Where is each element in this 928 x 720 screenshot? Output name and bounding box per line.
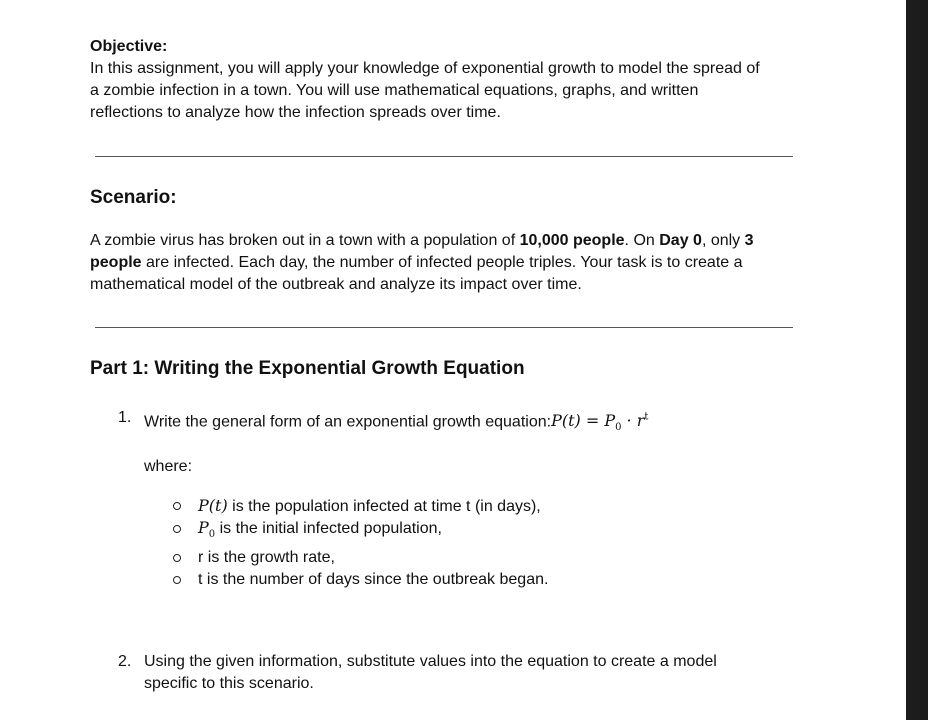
part1-heading: Part 1: Writing the Exponential Growth Equation [90,358,525,379]
scenario-line-1: A zombie virus has broken out in a town with a population of 10,000 people. On Day 0, only 3 [90,232,754,249]
objective-line-2: a zombie infection in a town. You will use mathematical equations, graphs, and written [90,82,699,99]
list-number-1: 1. [118,409,132,426]
general-equation: $P(t) = P_0 \cdot r^t$ [551,411,649,434]
definition-item: $P_0$ is the initial infected population, [198,518,442,541]
divider-2 [95,327,793,328]
list-number-2: 2. [118,653,132,670]
scenario-heading: Scenario: [90,187,177,208]
scenario-line-3: mathematical model of the outbreak and analyze its impact over time. [90,276,582,293]
objective-line-3: reflections to analyze how the infection spreads over time. [90,104,501,121]
dark-side-panel [906,0,928,720]
infected-count-emphasis: 3 [744,232,754,249]
item1-text: Write the general form of an exponential growth equation:P(t) = $P_0 \cdot r^t$ [144,411,649,434]
scenario-paragraph [90,230,802,296]
day-emphasis: Day 0 [659,232,702,249]
divider-1 [95,156,793,157]
objective-line-1: In this assignment, you will apply your knowledge of exponential growth to model the spread of [90,60,760,77]
objective-heading: Objective: [90,38,168,55]
objective-paragraph [90,58,802,124]
hollow-bullet-icon [172,552,182,562]
hollow-bullet-icon [172,523,182,533]
hollow-bullet-icon [172,500,182,510]
definition-item: r is the growth rate, [198,549,335,566]
hollow-bullet-icon [172,574,182,584]
scenario-line-2: people are infected. Each day, the number of infected people triples. Your task is to create a [90,254,743,271]
where-label: where: [144,458,193,475]
definition-item: t is the number of days since the outbreak began. [198,571,549,588]
population-emphasis: 10,000 people [519,232,625,249]
definition-item: P(t) is the population infected at time t (in days), [198,496,541,515]
item2-text: Using the given information, substitute values into the equation to create a model specific to this scenario. [144,653,717,692]
